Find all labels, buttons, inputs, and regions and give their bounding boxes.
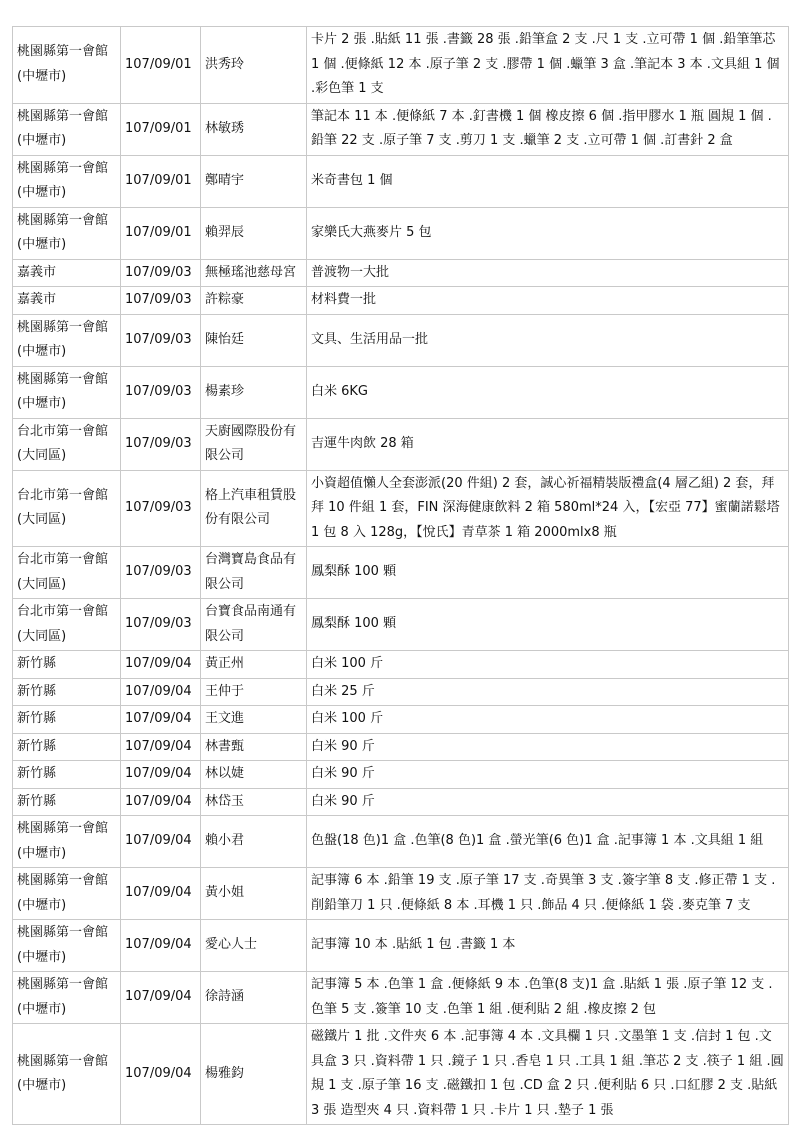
organization-cell: 新竹縣 [13, 788, 121, 816]
donor-cell: 格上汽車租賃股份有限公司 [201, 470, 307, 547]
items-cell: 文具、生活用品一批 [307, 314, 789, 366]
donor-cell: 林岱玉 [201, 788, 307, 816]
organization-cell: 台北市第一會館(大同區) [13, 470, 121, 547]
table-row [13, 788, 789, 816]
date-cell: 107/09/01 [121, 103, 201, 155]
donor-cell: 林敏琇 [201, 103, 307, 155]
table-row [13, 103, 789, 155]
table-row [13, 547, 789, 599]
organization-cell: 桃園縣第一會館(中壢市) [13, 920, 121, 972]
donor-cell: 愛心人士 [201, 920, 307, 972]
donor-cell: 賴羿辰 [201, 207, 307, 259]
date-cell: 107/09/03 [121, 259, 201, 287]
organization-cell: 新竹縣 [13, 678, 121, 706]
organization-cell: 桃園縣第一會館(中壢市) [13, 155, 121, 207]
organization-cell: 嘉義市 [13, 287, 121, 315]
donor-cell: 許粽豪 [201, 287, 307, 315]
items-cell: 白米 90 斤 [307, 761, 789, 789]
items-cell: 普渡物一大批 [307, 259, 789, 287]
items-cell: 記事簿 10 本 .貼紙 1 包 .書籤 1 本 [307, 920, 789, 972]
date-cell: 107/09/04 [121, 651, 201, 679]
date-cell: 107/09/03 [121, 470, 201, 547]
table-row [13, 470, 789, 547]
date-cell: 107/09/01 [121, 155, 201, 207]
items-cell: 白米 6KG [307, 366, 789, 418]
organization-cell: 桃園縣第一會館(中壢市) [13, 103, 121, 155]
organization-cell: 新竹縣 [13, 733, 121, 761]
date-cell: 107/09/03 [121, 599, 201, 651]
table-row [13, 418, 789, 470]
organization-cell: 桃園縣第一會館(中壢市) [13, 972, 121, 1024]
items-cell: 白米 100 斤 [307, 651, 789, 679]
date-cell: 107/09/04 [121, 733, 201, 761]
date-cell: 107/09/04 [121, 761, 201, 789]
table-row [13, 733, 789, 761]
items-cell: 記事簿 6 本 .鉛筆 19 支 .原子筆 17 支 .奇異筆 3 支 .簽字筆 8 支 .修正帶 1 支 .削鉛筆刀 1 只 .便條紙 8 本 .耳機 1 只 .飾品 4 只 .便條紙 1 袋 .麥克筆 7 支 [307, 868, 789, 920]
items-cell: 色盤(18 色)1 盒 .色筆(8 色)1 盒 .螢光筆(6 色)1 盒 .記事簿 1 本 .文具組 1 組 [307, 816, 789, 868]
donor-cell: 黃正州 [201, 651, 307, 679]
donor-cell: 賴小君 [201, 816, 307, 868]
organization-cell: 新竹縣 [13, 761, 121, 789]
table-row [13, 761, 789, 789]
table-row [13, 816, 789, 868]
organization-cell: 台北市第一會館(大同區) [13, 599, 121, 651]
donor-cell: 洪秀玲 [201, 27, 307, 104]
items-cell: 白米 90 斤 [307, 788, 789, 816]
organization-cell: 桃園縣第一會館(中壢市) [13, 314, 121, 366]
donor-cell: 林以婕 [201, 761, 307, 789]
items-cell: 白米 100 斤 [307, 706, 789, 734]
donor-cell: 天廚國際股份有限公司 [201, 418, 307, 470]
organization-cell: 台北市第一會館(大同區) [13, 418, 121, 470]
items-cell: 家樂氏大燕麥片 5 包 [307, 207, 789, 259]
donor-cell: 徐詩涵 [201, 972, 307, 1024]
organization-cell: 嘉義市 [13, 259, 121, 287]
donor-cell: 王仲于 [201, 678, 307, 706]
date-cell: 107/09/03 [121, 287, 201, 315]
items-cell: 鳳梨酥 100 顆 [307, 547, 789, 599]
items-cell: 米奇書包 1 個 [307, 155, 789, 207]
organization-cell: 新竹縣 [13, 706, 121, 734]
date-cell: 107/09/04 [121, 706, 201, 734]
donation-table [12, 26, 789, 1125]
table-row [13, 868, 789, 920]
items-cell: 鳳梨酥 100 顆 [307, 599, 789, 651]
table-row [13, 706, 789, 734]
organization-cell: 桃園縣第一會館(中壢市) [13, 1024, 121, 1125]
donor-cell: 林書甄 [201, 733, 307, 761]
table-row [13, 599, 789, 651]
date-cell: 107/09/01 [121, 27, 201, 104]
items-cell: 卡片 2 張 .貼紙 11 張 .書籤 28 張 .鉛筆盒 2 支 .尺 1 支 .立可帶 1 個 .鉛筆筆芯 1 個 .便條紙 12 本 .原子筆 2 支 .膠帶 1 個 .蠟筆 3 盒 .筆記本 3 本 .文具組 1 個 .彩色筆 1 支 [307, 27, 789, 104]
date-cell: 107/09/03 [121, 366, 201, 418]
donor-cell: 王文進 [201, 706, 307, 734]
items-cell: 筆記本 11 本 .便條紙 7 本 .釘書機 1 個 橡皮擦 6 個 .指甲膠水 1 瓶 圓規 1 個 .鉛筆 22 支 .原子筆 7 支 .剪刀 1 支 .蠟筆 2 支 .立可帶 1 個 .訂書針 2 盒 [307, 103, 789, 155]
table-row [13, 27, 789, 104]
items-cell: 記事簿 5 本 .色筆 1 盒 .便條紙 9 本 .色筆(8 支)1 盒 .貼紙 1 張 .原子筆 12 支 .色筆 5 支 .簽筆 10 支 .色筆 1 組 .便利貼 2 組 .橡皮擦 2 包 [307, 972, 789, 1024]
table-row [13, 207, 789, 259]
organization-cell: 台北市第一會館(大同區) [13, 547, 121, 599]
items-cell: 材料費一批 [307, 287, 789, 315]
organization-cell: 桃園縣第一會館(中壢市) [13, 816, 121, 868]
date-cell: 107/09/04 [121, 678, 201, 706]
items-cell: 白米 90 斤 [307, 733, 789, 761]
items-cell: 白米 25 斤 [307, 678, 789, 706]
table-row [13, 920, 789, 972]
table-row [13, 1024, 789, 1125]
organization-cell: 桃園縣第一會館(中壢市) [13, 207, 121, 259]
organization-cell: 桃園縣第一會館(中壢市) [13, 366, 121, 418]
donor-cell: 陳怡廷 [201, 314, 307, 366]
donor-cell: 無極瑤池慈母宮 [201, 259, 307, 287]
donation-table-body [13, 27, 789, 1125]
table-row [13, 366, 789, 418]
date-cell: 107/09/03 [121, 547, 201, 599]
donor-cell: 台灣寶島食品有限公司 [201, 547, 307, 599]
date-cell: 107/09/04 [121, 1024, 201, 1125]
date-cell: 107/09/04 [121, 816, 201, 868]
date-cell: 107/09/01 [121, 207, 201, 259]
date-cell: 107/09/04 [121, 972, 201, 1024]
table-row [13, 287, 789, 315]
items-cell: 小資超值懶人全套澎派(20 件組) 2 套，誠心祈福精裝版禮盒(4 層乙組) 2 套，拜拜 10 件組 1 套，FIN 深海健康飲料 2 箱 580ml*24 入，【宏亞 77】蜜蘭諾鬆塔 1 包 8 入 128g，【悅氏】青草茶 1 箱 2000mlx8 瓶 [307, 470, 789, 547]
donor-cell: 楊素珍 [201, 366, 307, 418]
table-row [13, 259, 789, 287]
donor-cell: 楊雅鈞 [201, 1024, 307, 1125]
table-row [13, 678, 789, 706]
date-cell: 107/09/04 [121, 920, 201, 972]
organization-cell: 桃園縣第一會館(中壢市) [13, 868, 121, 920]
donor-cell: 台寶食品南通有限公司 [201, 599, 307, 651]
donor-cell: 黃小姐 [201, 868, 307, 920]
organization-cell: 桃園縣第一會館(中壢市) [13, 27, 121, 104]
organization-cell: 新竹縣 [13, 651, 121, 679]
items-cell: 磁鐵片 1 批 .文件夾 6 本 .記事簿 4 本 .文具欄 1 只 .文墨筆 1 支 .信封 1 包 .文具盒 3 只 .資料帶 1 只 .鏡子 1 只 .香皂 1 只 .工具 1 組 .筆芯 2 支 .筷子 1 組 .圓規 1 支 .原子筆 16 支 .磁鐵扣 1 包 .CD 盒 2 只 .便利貼 6 只 .口紅膠 2 支 .貼紙 3 張 造型夾 4 只 .資料帶 1 只 .卡片 1 只 .墊子 1 張 [307, 1024, 789, 1125]
table-row [13, 972, 789, 1024]
table-row [13, 314, 789, 366]
date-cell: 107/09/03 [121, 314, 201, 366]
table-row [13, 155, 789, 207]
table-row [13, 651, 789, 679]
donor-cell: 鄭晴宇 [201, 155, 307, 207]
date-cell: 107/09/04 [121, 868, 201, 920]
date-cell: 107/09/03 [121, 418, 201, 470]
date-cell: 107/09/04 [121, 788, 201, 816]
items-cell: 吉運牛肉飲 28 箱 [307, 418, 789, 470]
